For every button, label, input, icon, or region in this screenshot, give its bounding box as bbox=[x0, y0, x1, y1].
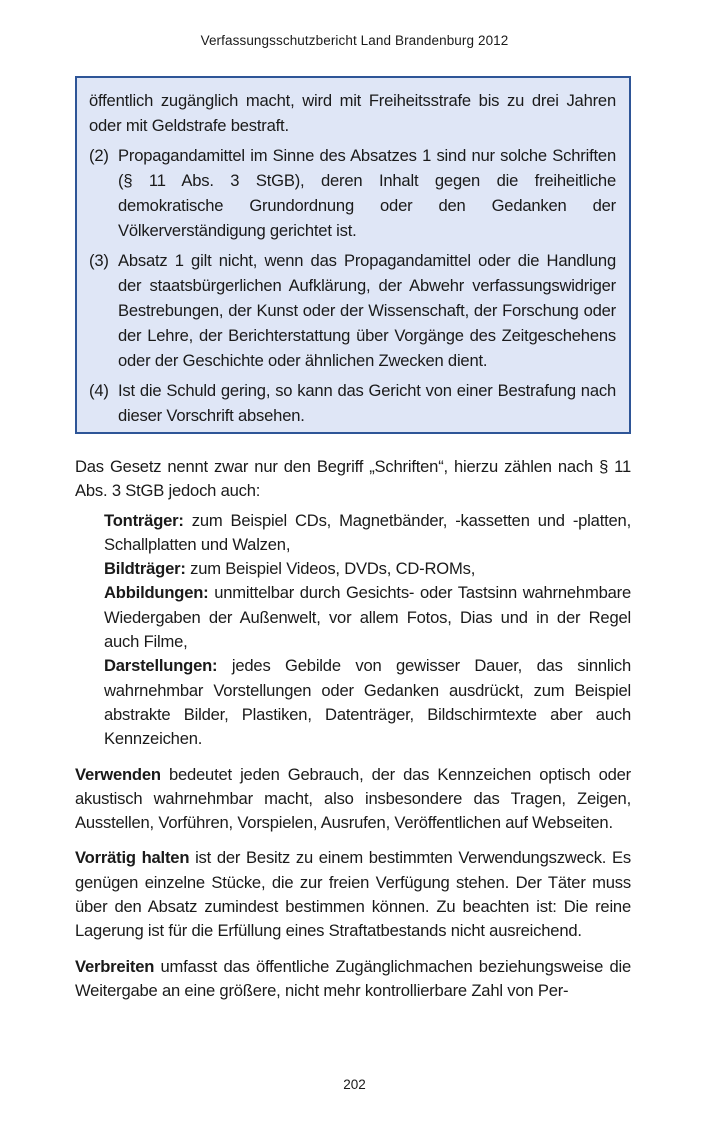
definition-text: unmittelbar durch Gesichts- oder Tastsinn wahrnehmbare Wiedergaben der Außenwelt, vor allem Fotos, Dias und in der Regel auch Filme, bbox=[104, 583, 631, 652]
paragraph-term: Verbreiten bbox=[75, 956, 155, 976]
legal-item-number: (3) bbox=[89, 251, 109, 270]
page-number: 202 bbox=[343, 1077, 366, 1092]
body-paragraph bbox=[75, 763, 631, 836]
definition-text: zum Beispiel Videos, DVDs, CD-ROMs, bbox=[185, 559, 476, 579]
definition-term: Abbildungen: bbox=[104, 583, 209, 603]
legal-item bbox=[89, 143, 616, 243]
body-paragraph bbox=[75, 846, 631, 943]
legal-item-text: Ist die Schuld gering, so kann das Gericht von einer Bestrafung nach dieser Vorschrift absehen. bbox=[118, 381, 616, 425]
paragraph-term: Vorrätig halten bbox=[75, 848, 190, 868]
definition-term: Bildträger: bbox=[104, 559, 186, 579]
intro-paragraph: Das Gesetz nennt zwar nur den Begriff „Schriften“, hierzu zählen nach § 11 Abs. 3 StGB jedoch auch: bbox=[75, 457, 631, 501]
definition-item bbox=[104, 654, 631, 751]
definition-term: Darstellungen: bbox=[104, 656, 218, 676]
paragraph-text: umfasst das öffentliche Zugänglichmachen beziehungsweise die Weitergabe an eine größere, nicht mehr kontrollierbare Zahl von Per- bbox=[75, 956, 631, 1000]
legal-item-number: (2) bbox=[89, 146, 109, 165]
legal-item bbox=[89, 248, 616, 373]
definition-term: Tonträger: bbox=[104, 510, 184, 530]
legal-item-text: Propagandamittel im Sinne des Absatzes 1 sind nur solche Schriften (§ 11 Abs. 3 StGB), deren Inhalt gegen die freiheitliche demokratische Grundordnung oder den Gedanken der Völkerverständigung gerichtet ist. bbox=[118, 146, 616, 240]
paragraph-term: Verwenden bbox=[75, 764, 161, 784]
definition-item bbox=[104, 581, 631, 654]
legal-item-text: Absatz 1 gilt nicht, wenn das Propagandamittel oder die Handlung der staatsbürgerlichen Aufklärung, der Abwehr verfassungswidriger Bestrebungen, der Kunst oder der Wissenschaft, der Forschung oder der Lehre, der Berichterstattung über Vorgänge des Zeitgeschehens oder der Geschichte oder ähnlichen Zwecken dient. bbox=[118, 251, 616, 370]
definition-text: jedes Gebilde von gewisser Dauer, das sinnlich wahrnehmbar Vorstellungen oder Gedanken ausdrückt, zum Beispiel abstrakte Bilder, Plastiken, Datenträger, Bildschirmtexte aber auch Kennzeichen. bbox=[104, 656, 631, 749]
definition-list bbox=[104, 509, 631, 752]
running-header: Verfassungsschutzbericht Land Brandenburg 2012 bbox=[200, 33, 509, 48]
definition-text: zum Beispiel CDs, Magnetbänder, -kassetten und -platten, Schallplatten und Walzen, bbox=[104, 510, 631, 554]
definition-item bbox=[104, 509, 631, 558]
legal-text-box bbox=[75, 76, 631, 434]
legal-box-intro: öffentlich zugänglich macht, wird mit Freiheitsstrafe bis zu drei Jahren oder mit Geldstrafe bestraft. bbox=[89, 91, 616, 135]
definition-item bbox=[104, 557, 631, 581]
body-paragraph bbox=[75, 955, 631, 1004]
paragraph-text: ist der Besitz zu einem bestimmten Verwendungszweck. Es genügen einzelne Stücke, die zur freien Verfügung stehen. Der Täter muss über den Absatz zumindest bestimmen können. Zu beachten ist: Die reine Lagerung ist für die Erfüllung eines Straftatbestands nicht ausreichend. bbox=[75, 848, 631, 941]
legal-item-number: (4) bbox=[89, 381, 109, 400]
paragraph-text: bedeutet jeden Gebrauch, der das Kennzeichen optisch oder akustisch wahrnehmbar macht, also insbesondere das Tragen, Zeigen, Ausstellen, Vorführen, Vorspielen, Ausrufen, Veröffentlichen auf Webseiten. bbox=[75, 764, 631, 833]
body-text bbox=[75, 455, 631, 1003]
legal-item bbox=[89, 378, 616, 428]
